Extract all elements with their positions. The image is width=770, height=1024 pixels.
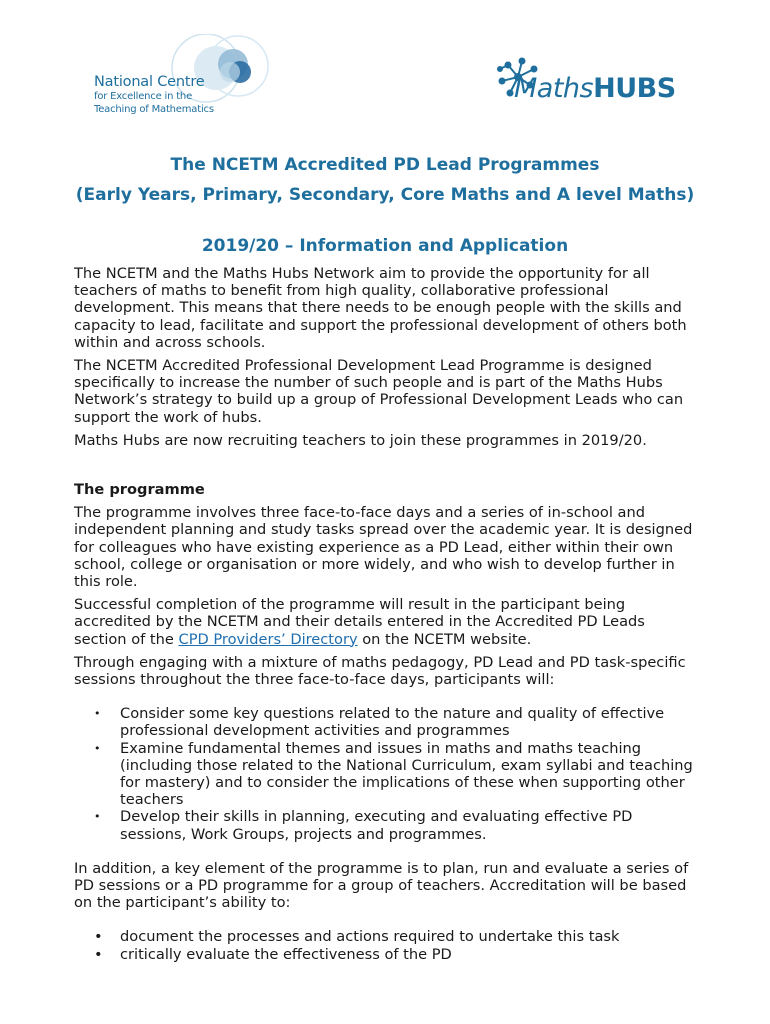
accreditation-criteria-list <box>74 928 696 962</box>
intro-paragraph-1: The NCETM and the Maths Hubs Network aim to provide the opportunity for all teachers of maths to benefit from high quality, collaborative professional development. This means that there needs to be enough people with the skills and capacity to lead, facilitate and support the professional development of others both within and across schools. <box>74 265 687 351</box>
cpd-providers-directory-link[interactable]: CPD Providers’ Directory <box>178 630 358 648</box>
programme-paragraph-3: Through engaging with a mixture of maths pedagogy, PD Lead and PD task-specific sessions throughout the three face-to-face days, participants will: <box>74 653 686 689</box>
ncetm-title: National Centre <box>94 74 205 90</box>
programme-section <box>74 481 696 963</box>
document-subtitle: (Early Years, Primary, Secondary, Core Maths and A level Maths) <box>75 185 695 205</box>
bullet-icon: • <box>94 945 103 963</box>
participant-outcomes-list <box>74 705 696 843</box>
ncetm-wordmark <box>94 74 214 116</box>
intro-section <box>74 265 696 449</box>
list-item <box>74 705 696 739</box>
bullet-icon: • <box>94 741 101 755</box>
intro-paragraph-2: The NCETM Accredited Professional Development Lead Programme is designed specifically to increase the number of such people and is part of the Maths Hubs Network’s strategy to build up a group of Professional Development Leads who can support the work of hubs. <box>74 357 684 426</box>
bullet-icon: • <box>94 810 101 824</box>
programme-paragraph-2 <box>74 596 696 648</box>
document-title: The NCETM Accredited PD Lead Programmes <box>170 155 600 175</box>
programme-paragraph-2-end: on the NCETM website. <box>357 630 532 648</box>
ncetm-logo <box>88 34 278 124</box>
programme-paragraph-1: The programme involves three face-to-face days and a series of in-school and independent planning and study tasks spread over the academic year. It is designed for colleagues who have existing experience as a PD Lead, either within their own school, college or organisation or more widely, and who wish to develop further in this role. <box>74 504 693 591</box>
list-item-text: Examine fundamental themes and issues in maths and maths teaching (including those related to the National Curriculum, exam syllabi and teaching for mastery) and to consider the implications of these when supporting other teachers <box>120 739 693 809</box>
document-year-heading: 2019/20 – Information and Application <box>201 236 569 256</box>
programme-paragraph-4: In addition, a key element of the programme is to plan, run and evaluate a series of PD sessions or a PD programme for a group of teachers. Accreditation will be based on the participant’s ability to: <box>74 859 689 912</box>
list-item <box>74 946 696 963</box>
maths-hubs-maths: Maths <box>514 73 594 104</box>
list-item-text: Develop their skills in planning, executing and evaluating effective PD sessions, Work Groups, projects and programmes. <box>120 808 633 843</box>
list-item-text: Consider some key questions related to the nature and quality of effective professional development activities and programmes <box>120 705 665 740</box>
maths-hubs-wordmark <box>514 73 676 105</box>
programme-heading: The programme <box>74 481 205 498</box>
list-item-text: document the processes and actions required to undertake this task <box>120 928 620 946</box>
ncetm-subtitle-1: for Excellence in the <box>94 91 193 102</box>
bullet-icon: • <box>94 707 101 721</box>
programme-paragraph-2-start: Successful completion of the programme will result in the participant being accredited by the NCETM and their details entered in the Accredited PD Leads section of the <box>74 596 645 648</box>
list-item <box>74 928 696 945</box>
list-item-text: critically evaluate the effectiveness of the PD <box>120 945 452 963</box>
list-item <box>74 740 696 809</box>
bullet-icon: • <box>94 928 103 946</box>
ncetm-subtitle-2: Teaching of Mathematics <box>94 103 214 115</box>
maths-hubs-logo <box>490 55 690 110</box>
list-item <box>74 808 696 842</box>
intro-paragraph-3: Maths Hubs are now recruiting teachers to join these programmes in 2019/20. <box>74 431 647 449</box>
maths-hubs-hubs: HUBS <box>593 73 676 104</box>
